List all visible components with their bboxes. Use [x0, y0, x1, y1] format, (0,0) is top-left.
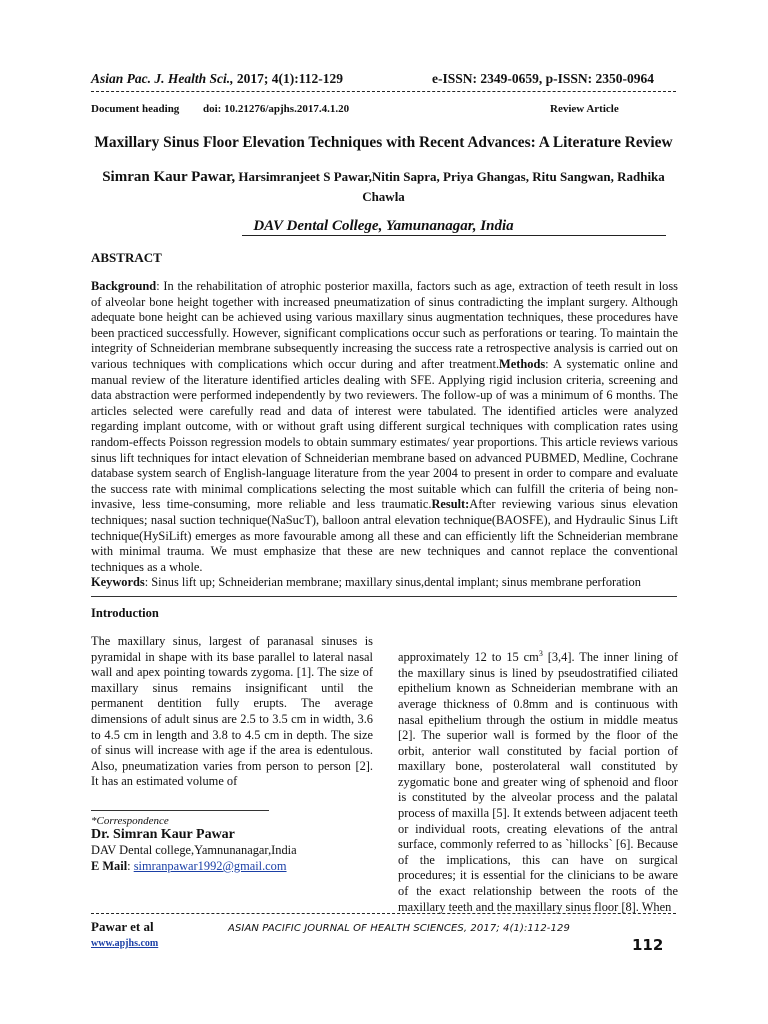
footnote-rule: [91, 810, 269, 811]
article-type: Review Article: [550, 103, 619, 115]
citation-volume: 2017; 4(1):112-129: [233, 71, 343, 86]
abstract-body: [91, 279, 678, 575]
footer-author: Pawar et al: [91, 919, 154, 934]
intro-right-start: approximately 12 to 15 cm: [398, 650, 539, 665]
affiliation-underline: [242, 235, 666, 236]
affiliation: DAV Dental College, Yamunanagar, India: [253, 218, 514, 234]
correspondence-affiliation: DAV Dental college,Yamnunanagar,India: [91, 843, 297, 857]
abstract-heading: ABSTRACT: [91, 250, 162, 265]
document-heading: Document heading: [91, 103, 180, 115]
intro-paragraph-left: The maxillary sinus, largest of paranasal sinuses is pyramidal in shape with its base parallel to lateral nasal wall and apex pointing towards zygoma. [1]. The size of maxillary sinus remains insignificant until the permanent dentition fully erupts. The average dimensions of adult sinus are 2.5 to 3.5 cm in width, 3.6 to 4.5 cm in length and 3.8 to 4.5 cm in depth. The size of sinus will increase with age if the area is edentulous. Also, pneumatization varies from person to person [2]. It has an estimated volume of: [91, 634, 373, 789]
footer-url-link[interactable]: www.apjhs.com: [91, 938, 159, 949]
email-link[interactable]: simranpawar1992@gmail.com: [133, 859, 287, 873]
keywords-label: Keywords: [91, 575, 145, 589]
email-label: E Mail: [91, 859, 128, 873]
result-label: Result:: [431, 497, 470, 512]
authors: [91, 167, 676, 206]
citation: [91, 71, 343, 87]
intro-right-column: [398, 646, 678, 915]
superscript: 3: [538, 649, 543, 658]
co-authors: Harsimranjeet S Pawar,Nitin Sapra, Priya Ghangas, Ritu Sangwan, Radhika: [235, 169, 665, 184]
background-text: : In the rehabilitation of atrophic posterior maxilla, factors such as age, extraction of teeth result in loss of alveolar bone height together with increased pneumatization of sinus contradicting the implant surgery. Although adequate bone height can be achieved using various maxillary sinus augmentation techniques, these procedures have been practiced successfully. However, significant complications occur such as perforations or tearing. To maintain the integrity of Schneiderian membrane subsequently increasing the success rate a retrospective analysis is carried out on various techniques with complications which occur during and after treatment.: [91, 279, 678, 371]
methods-label: Methods: [499, 356, 546, 371]
intro-right-rest: [3,4]. The inner lining of the maxillary sinus is lined by pseudostratified ciliated epithelium known as Schneiderian membrane with an average thickness of 0.8mm and is continuous with nasal epithelium through the ostium in middle meatus [2]. The superior wall is formed by the floor of the orbit, anterior wall constituted by facial portion of maxillary bone, posterolateral wall constituted by zygomatic bone and greater wing of sphenoid and floor is constituted by the alveolar process and the palatal process of maxilla [5]. It extends between adjacent teeth or individual roots, creating elevations of the antral surface, commonly referred to as `hillocks` [6]. Because of the implications, this can have on surgical procedures; it is essential for the clinicians to be aware of the exact relationship between the roots of the maxillary teeth and the maxillary sinus floor [8]. When: [398, 650, 678, 914]
footer-journal: ASIAN PACIFIC JOURNAL OF HEALTH SCIENCES, 2017; 4(1):112-129: [228, 923, 570, 934]
email-separator: :: [127, 859, 134, 873]
correspondence-label: *Correspondence: [91, 815, 169, 827]
citation-journal: Asian Pac. J. Health Sci.,: [91, 71, 234, 86]
correspondence-email-row: [91, 859, 287, 874]
footer-divider: [91, 913, 676, 914]
intro-left-column: [91, 634, 373, 790]
main-author: Simran Kaur Pawar,: [102, 169, 236, 185]
intro-paragraph-right: [398, 646, 678, 915]
doi: doi: 10.21276/apjhs.2017.4.1.20: [203, 103, 350, 115]
correspondence-name: Dr. Simran Kaur Pawar: [91, 827, 235, 842]
introduction-heading: Introduction: [91, 606, 159, 620]
co-authors-cont: Chawla: [362, 189, 405, 204]
section-divider: [91, 596, 677, 597]
methods-text: : A systematic online and manual review of the literature identified articles dealing with SFE. Applying rigid inclusion criteria, screening and data abstraction were performed independently by two reviewers. The follow-up of was a minimum of 6 months. The articles selected were carefully read and data of interest were tabulated. The identified articles were analyzed regarding implant outcome, with or without graft using different surgical techniques with complication rates using random-effects Poisson regression models to obtain summary estimates/ year proportions. This article reviews various sinus lift techniques for intact elevation of Schneiderian membrane based on advanced PUBMED, Medline, Cochrane database system search of English-language literature from the year 2004 to present in order to compare and evaluate the success rate with minimal complications selecting the most suitable which can fulfill the criteria of being non-invasive, less time-consuming, more reliable and less traumatic.: [91, 356, 678, 512]
keywords-text: : Sinus lift up; Schneiderian membrane; maxillary sinus,dental implant; sinus membrane perforation: [144, 575, 641, 589]
header-divider: [91, 91, 676, 92]
background-label: Background: [91, 279, 157, 293]
paper-title: Maxillary Sinus Floor Elevation Techniques with Recent Advances: A Literature Review: [94, 134, 673, 151]
page-number: 112: [632, 936, 664, 954]
keywords: [91, 575, 681, 590]
issn: e-ISSN: 2349-0659, p-ISSN: 2350-0964: [432, 71, 655, 86]
result-text: After reviewing various sinus elevation techniques; nasal suction technique(NaSucT), balloon antral elevation technique(BAOSFE), and Hydraulic Sinus Lift technique(HySiLift) emerges as more favourable among all these and can efficiently lift the Schneiderian membrane with minimal trauma. We must emphasize that these are new techniques and cannot replace the conventional techniques as a whole.: [91, 497, 678, 574]
